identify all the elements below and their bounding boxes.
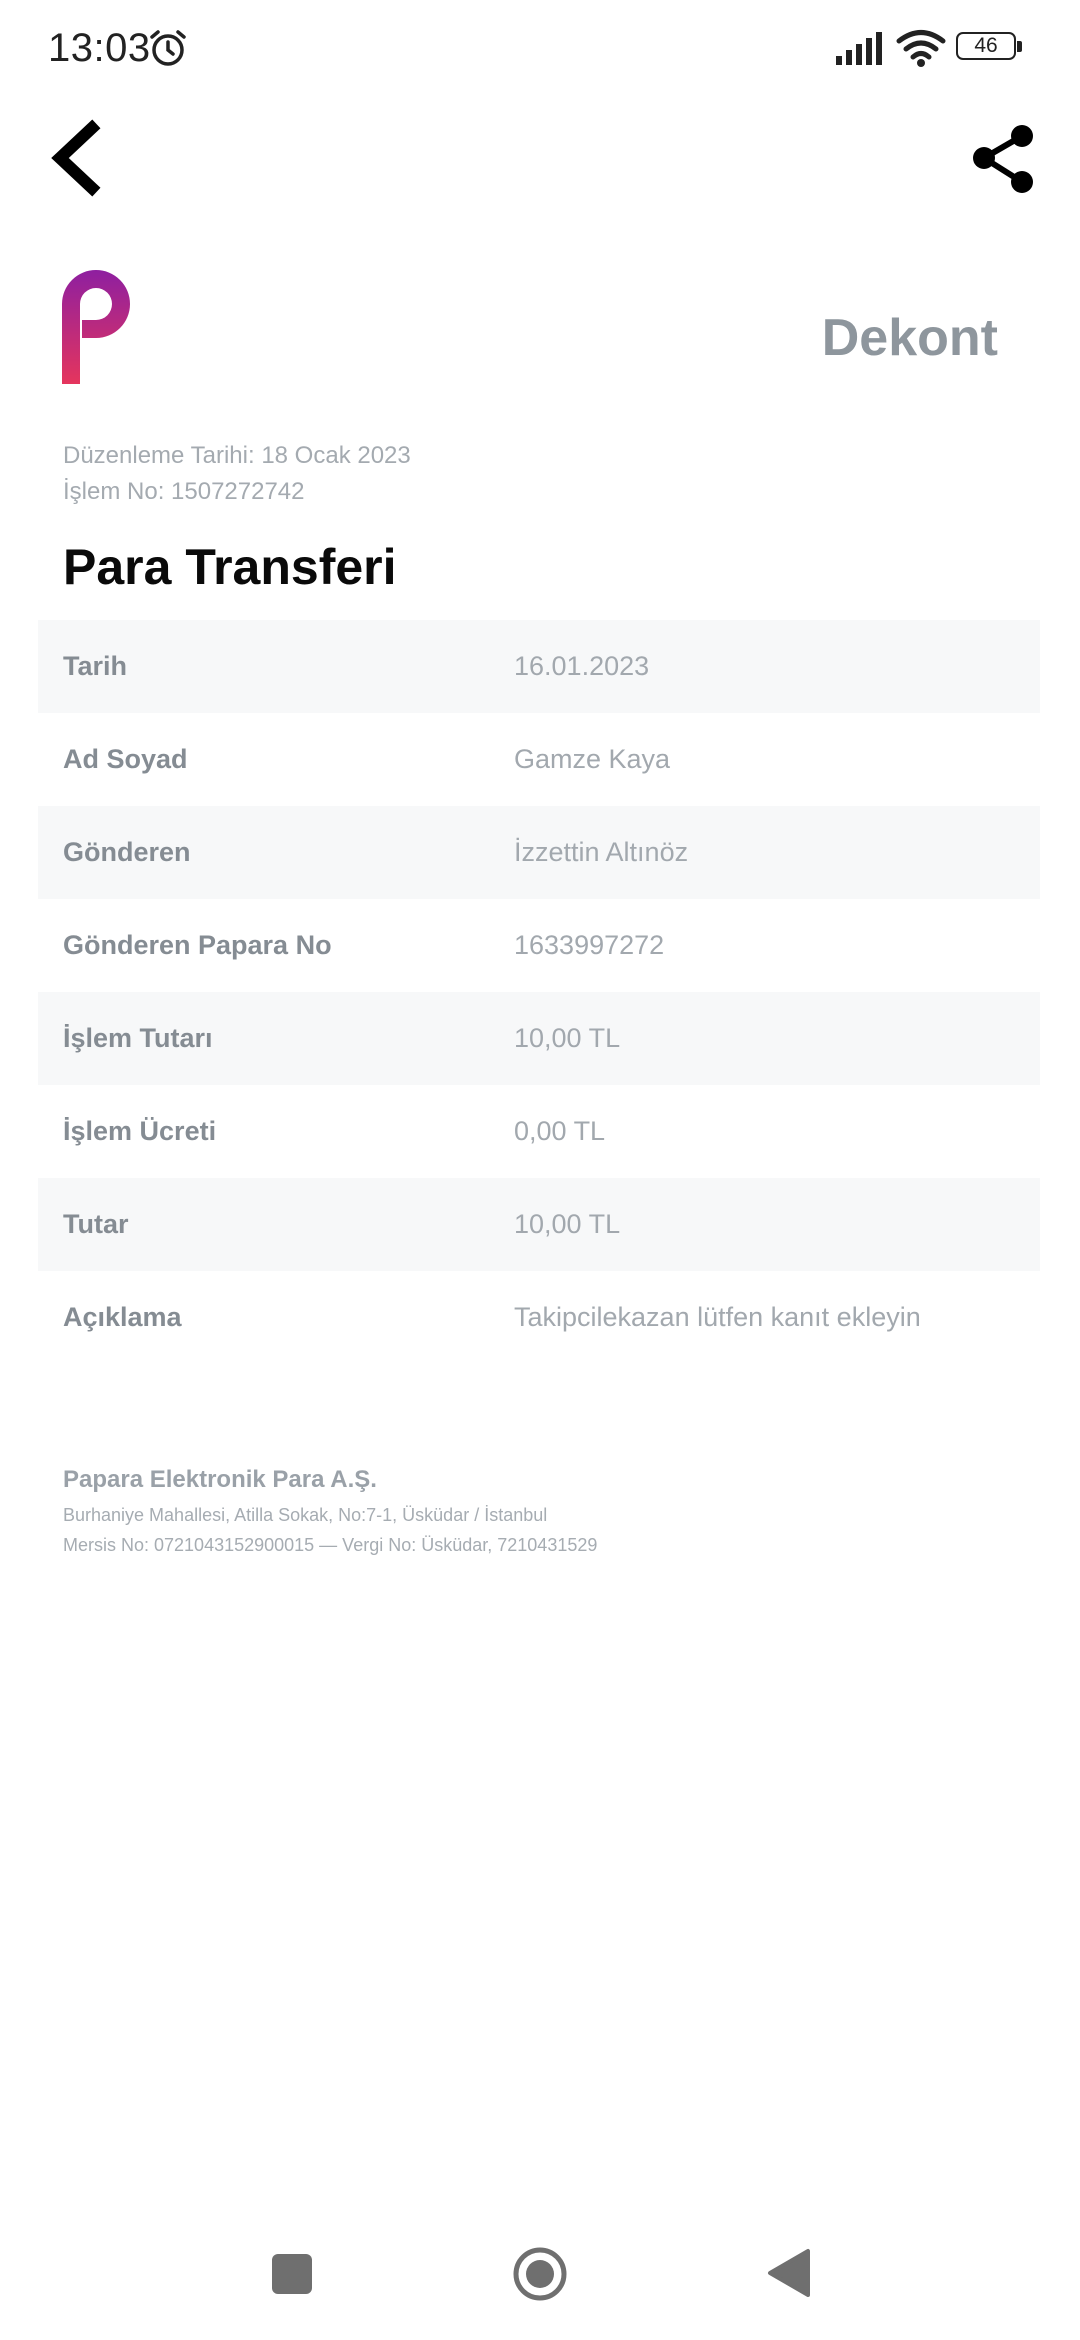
detail-row-name — [38, 713, 1040, 806]
detail-value: Takipcilekazan lütfen kanıt ekleyin — [514, 1302, 921, 1332]
document-title: Dekont — [821, 309, 998, 367]
detail-value: 0,00 TL — [514, 1116, 606, 1146]
papara-logo — [60, 268, 136, 388]
transaction-number: İşlem No: 1507272742 — [63, 478, 305, 505]
detail-label: Gönderen Papara No — [63, 930, 332, 960]
detail-value: İzzettin Altınöz — [514, 837, 689, 867]
detail-label: Tarih — [63, 651, 128, 681]
detail-row-total — [38, 1178, 1040, 1271]
nav-back-button[interactable] — [766, 2248, 810, 2298]
signal-icon — [834, 32, 882, 66]
nav-recents-button[interactable] — [272, 2254, 312, 2294]
detail-row-amount — [38, 992, 1040, 1085]
detail-label: İşlem Tutarı — [63, 1023, 213, 1053]
detail-label: Gönderen — [63, 837, 191, 867]
detail-value: 16.01.2023 — [514, 651, 650, 681]
company-name: Papara Elektronik Para A.Ş. — [63, 1466, 377, 1493]
detail-label: İşlem Ücreti — [63, 1116, 217, 1146]
detail-value: Gamze Kaya — [514, 744, 671, 774]
company-address: Burhaniye Mahallesi, Atilla Sokak, No:7-1, Üsküdar / İstanbul — [63, 1505, 548, 1525]
detail-label: Tutar — [63, 1209, 129, 1239]
detail-row-date — [38, 620, 1040, 713]
detail-value: 10,00 TL — [514, 1209, 621, 1239]
company-registry: Mersis No: 0721043152900015 — Vergi No: Üsküdar, 7210431529 — [63, 1535, 598, 1555]
detail-row-sender-papara-no — [38, 899, 1040, 992]
detail-label: Ad Soyad — [63, 744, 188, 774]
alarm-icon — [148, 28, 188, 68]
page-title: Para Transferi — [63, 539, 397, 595]
nav-home-button[interactable] — [512, 2246, 568, 2302]
company-info — [63, 1466, 597, 1560]
battery-indicator — [956, 32, 1022, 64]
transaction-details — [38, 620, 1040, 1364]
issue-date: Düzenleme Tarihi: 18 Ocak 2023 — [63, 442, 411, 469]
status-bar — [0, 0, 1080, 100]
status-time: 13:03 — [48, 26, 151, 70]
wifi-icon — [896, 28, 946, 68]
detail-row-description — [38, 1271, 1040, 1364]
back-button[interactable] — [44, 118, 108, 198]
battery-level: 46 — [974, 34, 998, 57]
detail-value: 10,00 TL — [514, 1023, 621, 1053]
detail-value: 1633997272 — [514, 930, 665, 960]
detail-label: Açıklama — [63, 1302, 182, 1332]
receipt-meta — [63, 438, 411, 510]
share-button[interactable] — [966, 118, 1038, 198]
detail-row-fee — [38, 1085, 1040, 1178]
detail-row-sender — [38, 806, 1040, 899]
